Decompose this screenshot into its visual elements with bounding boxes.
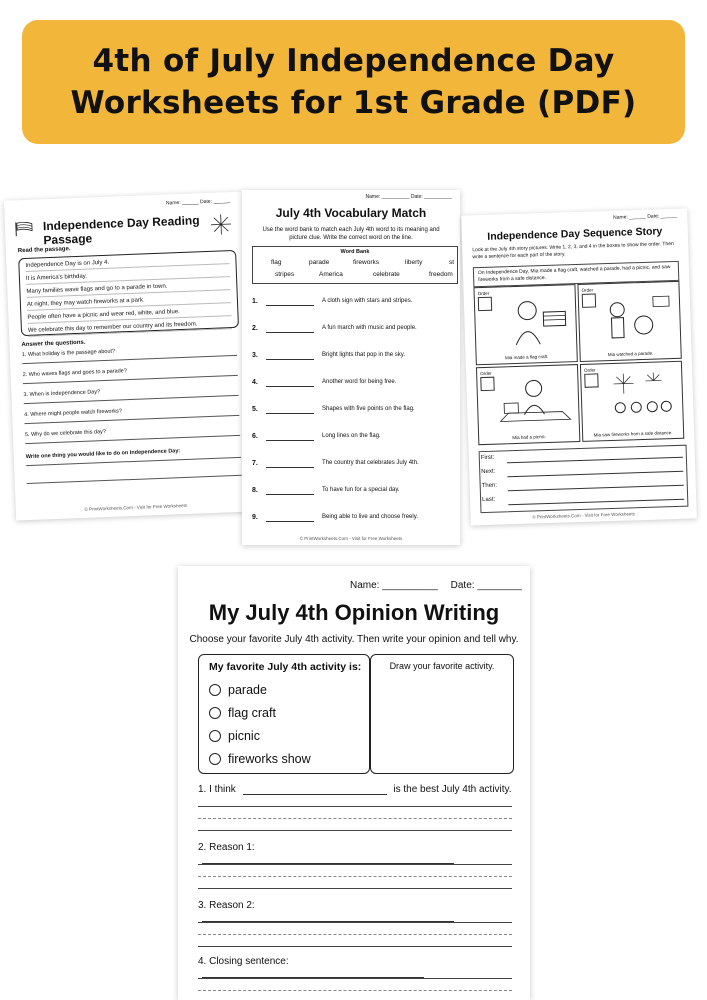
radio-circle-icon[interactable]: [209, 753, 221, 765]
item-number: 1.: [252, 298, 258, 305]
radio-circle-icon[interactable]: [209, 684, 221, 696]
option-parade[interactable]: [209, 683, 267, 697]
word-bank-word: stripes: [275, 271, 295, 278]
vocab-item: [252, 431, 452, 445]
date-field[interactable]: Date: ________: [450, 580, 522, 591]
reason-1-row: [198, 842, 512, 864]
vocab-item: [252, 404, 452, 418]
closing-label: 4. Closing sentence:: [198, 956, 289, 967]
answer-blank[interactable]: [266, 386, 314, 387]
passage-line: People often have a picnic and wear red, white, and blue.: [27, 307, 231, 324]
name-date-field: [350, 580, 522, 591]
name-field[interactable]: Name: __________: [350, 580, 438, 591]
write-prompt: Write one thing you would like to do on Independence Day:: [26, 446, 241, 466]
footer: © PrintWorksheets.Com - Visit for Free Worksheets: [532, 511, 636, 520]
writing-line[interactable]: [198, 922, 512, 923]
writing-line[interactable]: [198, 864, 512, 865]
opinion-sentence-row: [198, 784, 512, 795]
vocab-item: [252, 296, 452, 310]
item-number: 8.: [252, 487, 258, 494]
parade-illustration: [597, 290, 677, 344]
footer: © PrintWorksheets.Com - Visit for Free Worksheets: [299, 536, 403, 541]
item-clue: A cloth sign with stars and stripes.: [322, 298, 413, 304]
worksheet-title: Independence Day Sequence Story: [487, 225, 663, 243]
vocab-item: [252, 512, 452, 526]
item-clue: Long lines on the flag.: [322, 433, 381, 439]
order-box[interactable]: [582, 293, 596, 307]
word-bank-word: celebrate: [373, 271, 400, 278]
word-bank-word: parade: [309, 259, 330, 266]
opinion-writing-worksheet: [178, 566, 530, 1000]
item-clue: The country that celebrates July 4th.: [322, 460, 419, 466]
fireworks-illustration: [599, 370, 678, 420]
picnic-illustration: [495, 373, 575, 427]
story-panel-flag-craft: [473, 284, 577, 365]
passage-box: [18, 250, 239, 336]
sequence-label: Last:: [482, 496, 496, 504]
writing-line[interactable]: [198, 806, 512, 807]
order-label: Order: [584, 367, 596, 373]
item-number: 7.: [252, 460, 258, 467]
reading-passage-worksheet: [4, 192, 256, 521]
name-date-field: Name: __________ Date: __________: [365, 194, 452, 200]
writing-line[interactable]: [198, 946, 512, 947]
word-bank-word: liberty: [405, 259, 423, 266]
item-clue: Bright lights that pop in the sky.: [322, 352, 405, 358]
item-number: 9.: [252, 514, 258, 521]
option-label: picnic: [228, 729, 260, 743]
panel-caption: Mia made a flag craft.: [504, 353, 549, 361]
item-clue: To have fun for a special day.: [322, 487, 400, 493]
item-clue: A fun march with music and people.: [322, 325, 417, 331]
question-4: 4. Where might people watch fireworks?: [24, 404, 239, 424]
passage-line: Independence Day is on July 4.: [25, 255, 229, 272]
vocabulary-match-worksheet: [242, 190, 460, 545]
question-3: 3. When is Independence Day?: [23, 384, 238, 404]
panel-caption: Mia watched a parade.: [607, 350, 654, 358]
girl-flag-craft-illustration: [493, 293, 573, 347]
answer-blank[interactable]: [266, 521, 314, 522]
instructions: Choose your favorite July 4th activity. Then write your opinion and tell why.: [189, 634, 519, 645]
worksheet-title: July 4th Vocabulary Match: [275, 206, 427, 220]
worksheet-title: Independence Day Reading Passage: [42, 213, 200, 248]
sequence-label: First:: [480, 454, 495, 462]
radio-circle-icon[interactable]: [209, 730, 221, 742]
answer-blank[interactable]: [266, 413, 314, 414]
item-clue: Shapes with five points on the flag.: [322, 406, 415, 412]
option-label: flag craft: [228, 706, 276, 720]
story-panel-fireworks: [580, 361, 684, 442]
dashed-guide-line: [198, 934, 512, 935]
word-bank: [252, 246, 458, 284]
option-flag-craft[interactable]: [209, 706, 276, 720]
order-label: Order: [480, 370, 492, 377]
order-label: Order: [581, 287, 594, 293]
name-date-field: Name: ______ Date: ______: [613, 212, 678, 221]
reason-2-row: [198, 900, 512, 922]
answer-label: Answer the questions.: [21, 339, 86, 349]
order-box[interactable]: [480, 377, 494, 391]
story-box: On Independence Day, Mia made a flag craft, watched a parade, had a picnic, and saw fireworks from a safe distance.: [473, 261, 680, 287]
footer: © PrintWorksheets.Com - Visit for Free Worksheets: [84, 502, 188, 512]
order-box[interactable]: [584, 373, 598, 387]
sequence-story-worksheet: [461, 209, 697, 526]
word-bank-title: Word Bank: [340, 249, 370, 255]
question-2: 2. Who waves flags and goes to a parade?: [23, 364, 238, 384]
draw-label: Draw your favorite activity.: [389, 661, 495, 671]
prompt-start: 1. I think: [198, 784, 236, 795]
answer-blank[interactable]: [266, 305, 314, 306]
vocab-item: [252, 458, 452, 472]
word-bank-word: flag: [271, 259, 282, 266]
option-label: parade: [228, 683, 267, 697]
dashed-guide-line: [198, 990, 512, 991]
vocab-item: [252, 350, 452, 364]
favorite-activity-label: My favorite July 4th activity is:: [209, 661, 362, 673]
worksheet-title: My July 4th Opinion Writing: [208, 600, 500, 625]
writing-line[interactable]: [198, 888, 512, 889]
option-fireworks-show[interactable]: [209, 752, 311, 766]
sequence-label: Then:: [481, 482, 498, 490]
banner-title-line-1: 4th of July Independence Day: [92, 43, 615, 79]
banner-title-line-2: Worksheets for 1st Grade (PDF): [70, 85, 637, 121]
writing-line[interactable]: [198, 978, 512, 979]
title-banner: [22, 20, 685, 144]
radio-circle-icon[interactable]: [209, 707, 221, 719]
word-bank-word: America: [319, 271, 343, 278]
order-label: Order: [477, 290, 490, 297]
question-1: 1. What holiday is the passage about?: [22, 344, 237, 364]
prompt-end: is the best July 4th activity.: [393, 784, 512, 795]
panel-caption: Mia saw fireworks from a safe distance.: [593, 430, 673, 438]
item-number: 2.: [252, 325, 258, 332]
dashed-guide-line: [198, 818, 512, 819]
reason-1-label: 2. Reason 1:: [198, 842, 255, 853]
word-bank-word: fireworks: [353, 259, 380, 266]
passage-line: Many families wave flags and go to a parade in town.: [26, 281, 230, 298]
flag-icon: [15, 222, 34, 237]
item-number: 4.: [252, 379, 258, 386]
answer-line: [27, 470, 242, 484]
item-number: 5.: [252, 406, 258, 413]
item-clue: Another word for being free.: [322, 379, 397, 385]
vocab-item: [252, 377, 452, 391]
item-number: 6.: [252, 433, 258, 440]
answer-blank[interactable]: [266, 332, 314, 333]
word-bank-word: freedom: [429, 271, 453, 278]
answer-blank[interactable]: [266, 467, 314, 468]
writing-line[interactable]: [198, 830, 512, 831]
drawing-box[interactable]: [370, 654, 514, 774]
story-panel-picnic: [476, 364, 580, 445]
option-label: fireworks show: [228, 752, 311, 766]
passage-line: We celebrate this day to remember our country and its freedom.: [28, 320, 232, 337]
dashed-guide-line: [198, 876, 512, 877]
answer-blank[interactable]: [266, 359, 314, 360]
story-panel-parade: [577, 281, 681, 362]
answer-blank[interactable]: [266, 494, 314, 495]
fireworks-icon: [209, 212, 234, 237]
instructions: Look at the July 4th story pictures. Write 1, 2, 3, and 4 in the boxes to show the order. Then write a sentence for each part of the story.: [472, 240, 674, 261]
vocab-item: [252, 485, 452, 499]
panel-caption: Mia had a picnic.: [512, 434, 547, 441]
closing-sentence-row: [198, 956, 512, 978]
option-picnic[interactable]: [209, 729, 260, 743]
vocab-item: [252, 323, 452, 337]
name-date-field: Name: ______ Date: ______: [165, 198, 231, 207]
order-box[interactable]: [478, 297, 492, 311]
favorite-activity-box: [198, 654, 370, 774]
item-number: 3.: [252, 352, 258, 359]
opinion-blank[interactable]: [243, 794, 387, 795]
sequence-label: Next:: [481, 468, 496, 476]
item-clue: Being able to live and choose freely.: [322, 514, 418, 520]
reason-2-label: 3. Reason 2:: [198, 900, 255, 911]
instructions: Use the word bank to match each July 4th word to its meaning and picture clue. Write the correct word on the line.: [262, 227, 440, 241]
answer-blank[interactable]: [266, 440, 314, 441]
word-bank-word: st: [449, 259, 455, 266]
question-5: 5. Why do we celebrate this day?: [25, 424, 240, 444]
passage-line: At night, they may watch fireworks at a park.: [27, 294, 231, 311]
read-label: Read the passage.: [17, 246, 71, 255]
passage-line: It is America's birthday.: [26, 268, 230, 285]
